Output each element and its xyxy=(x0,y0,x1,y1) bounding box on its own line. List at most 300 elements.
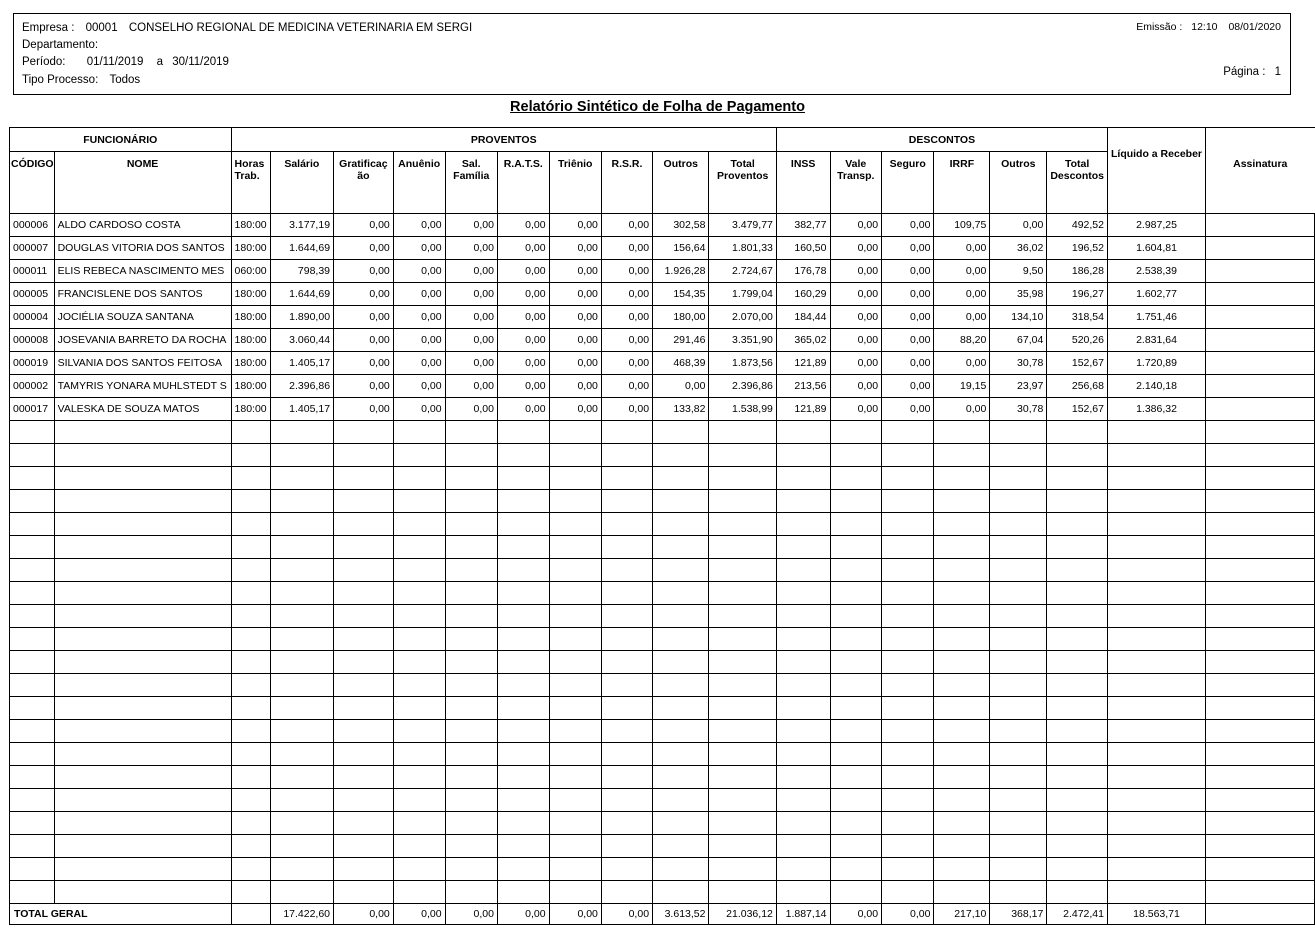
empty-cell xyxy=(549,421,601,444)
table-cell: 0,00 xyxy=(393,398,445,421)
empty-cell xyxy=(830,720,882,743)
empty-cell xyxy=(10,513,55,536)
table-cell: 0,00 xyxy=(334,306,394,329)
signature-cell xyxy=(1206,375,1315,398)
empty-cell xyxy=(1206,628,1315,651)
empty-cell xyxy=(776,835,830,858)
signature-cell xyxy=(1206,283,1315,306)
periodo-label: Período: xyxy=(22,56,66,68)
empty-cell xyxy=(653,697,709,720)
empty-cell xyxy=(709,421,776,444)
empty-cell xyxy=(709,835,776,858)
table-cell: 0,00 xyxy=(497,306,549,329)
empty-cell xyxy=(270,766,333,789)
empty-cell xyxy=(830,582,882,605)
empty-row xyxy=(10,444,1315,467)
table-cell: 2.396,86 xyxy=(709,375,776,398)
table-cell: 1.720,89 xyxy=(1107,352,1205,375)
table-cell: 0,00 xyxy=(601,214,652,237)
empty-cell xyxy=(231,605,270,628)
table-cell: 000005 xyxy=(10,283,55,306)
empty-cell xyxy=(54,674,231,697)
table-cell: 0,00 xyxy=(830,260,882,283)
empty-cell xyxy=(334,881,394,904)
col-total-descontos: Total Descontos xyxy=(1047,152,1108,214)
table-cell: 1.405,17 xyxy=(270,352,333,375)
empty-cell xyxy=(709,812,776,835)
empty-cell xyxy=(54,536,231,559)
table-cell: 0,00 xyxy=(830,214,882,237)
empty-cell xyxy=(497,812,549,835)
empty-cell xyxy=(1047,490,1108,513)
empty-cell xyxy=(709,490,776,513)
empty-cell xyxy=(445,490,497,513)
empty-cell xyxy=(709,628,776,651)
table-cell: JOCIÉLIA SOUZA SANTANA xyxy=(54,306,231,329)
table-cell: 000017 xyxy=(10,398,55,421)
empty-cell xyxy=(882,421,934,444)
empty-cell xyxy=(1107,743,1205,766)
empty-cell xyxy=(1206,421,1315,444)
empty-row xyxy=(10,835,1315,858)
empty-cell xyxy=(393,743,445,766)
table-cell: 0,00 xyxy=(549,329,601,352)
empty-cell xyxy=(709,536,776,559)
empty-cell xyxy=(1107,835,1205,858)
table-cell: 256,68 xyxy=(1047,375,1108,398)
col-sal-familia: Sal. Família xyxy=(445,152,497,214)
empty-cell xyxy=(830,674,882,697)
empty-cell xyxy=(445,743,497,766)
table-cell: 196,27 xyxy=(1047,283,1108,306)
empty-cell xyxy=(1047,444,1108,467)
empty-cell xyxy=(653,881,709,904)
empty-cell xyxy=(1047,766,1108,789)
empty-cell xyxy=(653,835,709,858)
empty-cell xyxy=(445,835,497,858)
report-header xyxy=(13,13,1291,95)
signature-cell xyxy=(1206,260,1315,283)
empty-cell xyxy=(882,743,934,766)
total-cell: 1.887,14 xyxy=(776,904,830,925)
col-rsr: R.S.R. xyxy=(601,152,652,214)
table-cell: 0,00 xyxy=(882,375,934,398)
empty-cell xyxy=(334,444,394,467)
table-cell: 0,00 xyxy=(334,283,394,306)
empty-cell xyxy=(10,421,55,444)
empty-cell xyxy=(549,720,601,743)
table-cell: 0,00 xyxy=(445,260,497,283)
table-cell: VALESKA DE SOUZA MATOS xyxy=(54,398,231,421)
table-cell: 0,00 xyxy=(601,375,652,398)
empty-cell xyxy=(934,674,990,697)
table-cell: 160,29 xyxy=(776,283,830,306)
empty-cell xyxy=(334,536,394,559)
empty-cell xyxy=(934,444,990,467)
table-cell: 0,00 xyxy=(549,306,601,329)
table-cell: 0,00 xyxy=(393,306,445,329)
empty-cell xyxy=(882,559,934,582)
total-cell: 17.422,60 xyxy=(270,904,333,925)
table-cell: 1.538,99 xyxy=(709,398,776,421)
table-cell: 798,39 xyxy=(270,260,333,283)
empty-cell xyxy=(1107,720,1205,743)
empty-cell xyxy=(393,651,445,674)
empty-cell xyxy=(1206,743,1315,766)
empty-cell xyxy=(990,720,1047,743)
empty-cell xyxy=(270,812,333,835)
departamento-line xyxy=(22,39,98,51)
empty-cell xyxy=(334,628,394,651)
group-proventos: PROVENTOS xyxy=(231,128,776,152)
empty-cell xyxy=(445,789,497,812)
empty-cell xyxy=(231,421,270,444)
empty-cell xyxy=(549,490,601,513)
table-cell: 67,04 xyxy=(990,329,1047,352)
empty-cell xyxy=(776,697,830,720)
table-row xyxy=(10,260,1315,283)
empty-cell xyxy=(1206,444,1315,467)
empty-cell xyxy=(334,858,394,881)
empty-cell xyxy=(830,881,882,904)
empty-cell xyxy=(882,628,934,651)
empty-cell xyxy=(270,743,333,766)
empty-cell xyxy=(934,628,990,651)
empty-cell xyxy=(776,582,830,605)
empty-cell xyxy=(830,467,882,490)
empty-cell xyxy=(601,513,652,536)
table-cell: 0,00 xyxy=(601,306,652,329)
empty-cell xyxy=(882,490,934,513)
empty-cell xyxy=(334,743,394,766)
signature-cell xyxy=(1206,352,1315,375)
empty-cell xyxy=(601,835,652,858)
table-cell: 0,00 xyxy=(393,375,445,398)
table-cell: 0,00 xyxy=(497,283,549,306)
empty-cell xyxy=(1206,812,1315,835)
empty-cell xyxy=(549,559,601,582)
table-body xyxy=(10,214,1315,925)
empty-cell xyxy=(1107,582,1205,605)
emissao-date: 08/01/2020 xyxy=(1228,21,1281,33)
table-cell: 0,00 xyxy=(445,237,497,260)
table-cell: 0,00 xyxy=(445,398,497,421)
table-cell: 0,00 xyxy=(393,329,445,352)
empty-cell xyxy=(830,490,882,513)
pagina-value: 1 xyxy=(1274,66,1281,78)
periodo-sep: a xyxy=(156,56,163,68)
table-cell: 154,35 xyxy=(653,283,709,306)
empty-cell xyxy=(1206,559,1315,582)
empty-cell xyxy=(830,858,882,881)
table-cell: 492,52 xyxy=(1047,214,1108,237)
table-cell: 152,67 xyxy=(1047,352,1108,375)
empresa-line xyxy=(22,22,472,34)
empty-cell xyxy=(601,605,652,628)
empty-cell xyxy=(270,582,333,605)
empty-cell xyxy=(1047,812,1108,835)
table-cell: 35,98 xyxy=(990,283,1047,306)
empty-cell xyxy=(882,881,934,904)
empty-cell xyxy=(709,674,776,697)
departamento-label: Departamento: xyxy=(22,39,99,51)
empty-cell xyxy=(1206,605,1315,628)
empty-cell xyxy=(990,766,1047,789)
empty-cell xyxy=(934,582,990,605)
table-cell: FRANCISLENE DOS SANTOS xyxy=(54,283,231,306)
empty-cell xyxy=(10,812,55,835)
empty-cell xyxy=(10,858,55,881)
empty-cell xyxy=(934,559,990,582)
empty-cell xyxy=(549,789,601,812)
empty-cell xyxy=(54,467,231,490)
table-cell: 0,00 xyxy=(830,329,882,352)
empty-cell xyxy=(54,720,231,743)
empty-cell xyxy=(990,651,1047,674)
table-cell: 1.386,32 xyxy=(1107,398,1205,421)
empty-cell xyxy=(54,421,231,444)
total-cell: 21.036,12 xyxy=(709,904,776,925)
table-cell: 0,00 xyxy=(549,260,601,283)
empty-cell xyxy=(653,536,709,559)
empty-cell xyxy=(54,697,231,720)
empty-row xyxy=(10,628,1315,651)
empty-cell xyxy=(990,835,1047,858)
empty-cell xyxy=(10,467,55,490)
empty-cell xyxy=(270,513,333,536)
empty-cell xyxy=(445,628,497,651)
empty-cell xyxy=(1206,582,1315,605)
empty-cell xyxy=(1047,789,1108,812)
empty-cell xyxy=(776,651,830,674)
empty-row xyxy=(10,582,1315,605)
empty-cell xyxy=(270,444,333,467)
empty-cell xyxy=(1047,559,1108,582)
table-cell: 0,00 xyxy=(497,214,549,237)
empty-cell xyxy=(445,812,497,835)
empty-cell xyxy=(601,628,652,651)
empty-cell xyxy=(1047,743,1108,766)
empty-cell xyxy=(830,421,882,444)
table-cell: 520,26 xyxy=(1047,329,1108,352)
empty-cell xyxy=(601,881,652,904)
empty-cell xyxy=(776,766,830,789)
empty-cell xyxy=(393,513,445,536)
empty-cell xyxy=(882,674,934,697)
table-cell: 9,50 xyxy=(990,260,1047,283)
col-seguro: Seguro xyxy=(882,152,934,214)
table-cell: 1.405,17 xyxy=(270,398,333,421)
empty-cell xyxy=(601,582,652,605)
col-outros-proventos: Outros xyxy=(653,152,709,214)
empty-cell xyxy=(934,605,990,628)
empty-row xyxy=(10,536,1315,559)
table-cell: 2.987,25 xyxy=(1107,214,1205,237)
empty-cell xyxy=(549,628,601,651)
empresa-name: CONSELHO REGIONAL DE MEDICINA VETERINARIA EM SERGI xyxy=(128,22,473,34)
empty-cell xyxy=(445,559,497,582)
payroll-table xyxy=(9,127,1315,925)
empty-cell xyxy=(270,628,333,651)
empty-cell xyxy=(445,697,497,720)
empty-cell xyxy=(1047,835,1108,858)
col-assinatura: Assinatura xyxy=(1206,128,1315,214)
empty-cell xyxy=(709,743,776,766)
table-cell: 0,00 xyxy=(934,260,990,283)
periodo-line xyxy=(22,56,229,68)
table-row xyxy=(10,237,1315,260)
table-cell: 2.140,18 xyxy=(1107,375,1205,398)
empty-cell xyxy=(776,490,830,513)
table-cell: 88,20 xyxy=(934,329,990,352)
empty-cell xyxy=(445,513,497,536)
table-row xyxy=(10,306,1315,329)
table-row xyxy=(10,352,1315,375)
table-cell: 0,00 xyxy=(393,352,445,375)
table-cell: 0,00 xyxy=(934,352,990,375)
empty-cell xyxy=(334,490,394,513)
empty-cell xyxy=(393,490,445,513)
empty-cell xyxy=(231,651,270,674)
table-cell: 23,97 xyxy=(990,375,1047,398)
empty-cell xyxy=(990,467,1047,490)
empty-cell xyxy=(1107,858,1205,881)
empty-cell xyxy=(393,674,445,697)
table-cell: 000002 xyxy=(10,375,55,398)
empty-cell xyxy=(497,835,549,858)
empty-cell xyxy=(1107,674,1205,697)
table-cell: 0,00 xyxy=(601,352,652,375)
empty-cell xyxy=(497,628,549,651)
empty-cell xyxy=(549,582,601,605)
empty-cell xyxy=(1206,513,1315,536)
empty-cell xyxy=(776,559,830,582)
empty-cell xyxy=(882,582,934,605)
empty-cell xyxy=(231,582,270,605)
empty-cell xyxy=(270,674,333,697)
empty-cell xyxy=(10,605,55,628)
empty-cell xyxy=(776,421,830,444)
table-cell: 1.602,77 xyxy=(1107,283,1205,306)
empty-cell xyxy=(497,697,549,720)
empty-cell xyxy=(990,812,1047,835)
empty-cell xyxy=(830,812,882,835)
empty-cell xyxy=(653,559,709,582)
empty-cell xyxy=(54,490,231,513)
empty-cell xyxy=(882,651,934,674)
empty-cell xyxy=(445,881,497,904)
table-cell: 0,00 xyxy=(334,398,394,421)
pagina-label: Página : xyxy=(1223,66,1266,78)
total-cell: 2.472,41 xyxy=(1047,904,1108,925)
empty-cell xyxy=(393,444,445,467)
table-cell: 0,00 xyxy=(830,306,882,329)
empty-cell xyxy=(882,766,934,789)
empty-cell xyxy=(709,720,776,743)
empty-cell xyxy=(1107,789,1205,812)
empty-cell xyxy=(601,490,652,513)
total-cell: 368,17 xyxy=(990,904,1047,925)
table-cell: 302,58 xyxy=(653,214,709,237)
table-cell: 3.060,44 xyxy=(270,329,333,352)
empty-cell xyxy=(1047,628,1108,651)
col-trienio: Triênio xyxy=(549,152,601,214)
table-row xyxy=(10,283,1315,306)
table-cell: SILVANIA DOS SANTOS FEITOSA xyxy=(54,352,231,375)
table-cell: 2.538,39 xyxy=(1107,260,1205,283)
empty-cell xyxy=(709,789,776,812)
tipo-label: Tipo Processo: xyxy=(22,74,99,86)
table-cell: 0,00 xyxy=(549,283,601,306)
empty-cell xyxy=(393,858,445,881)
signature-cell xyxy=(1206,237,1315,260)
empty-cell xyxy=(497,421,549,444)
empty-cell xyxy=(54,444,231,467)
table-cell: 0,00 xyxy=(830,375,882,398)
empty-cell xyxy=(1107,697,1205,720)
table-row xyxy=(10,375,1315,398)
emissao-time: 12:10 xyxy=(1191,21,1218,33)
empty-cell xyxy=(334,513,394,536)
empty-cell xyxy=(990,605,1047,628)
table-cell: 382,77 xyxy=(776,214,830,237)
empty-cell xyxy=(1047,858,1108,881)
empty-cell xyxy=(1047,720,1108,743)
empty-cell xyxy=(990,444,1047,467)
empty-cell xyxy=(231,858,270,881)
periodo-end: 30/11/2019 xyxy=(172,56,229,68)
empty-cell xyxy=(990,559,1047,582)
empty-cell xyxy=(270,536,333,559)
empty-cell xyxy=(10,444,55,467)
table-cell: 180:00 xyxy=(231,237,270,260)
table-cell: 186,28 xyxy=(1047,260,1108,283)
empty-cell xyxy=(54,628,231,651)
empty-cell xyxy=(601,697,652,720)
empty-cell xyxy=(934,812,990,835)
empty-cell xyxy=(1047,697,1108,720)
signature-cell xyxy=(1206,214,1315,237)
empty-row xyxy=(10,513,1315,536)
total-row xyxy=(10,904,1315,925)
report-title: Relatório Sintético de Folha de Pagamento xyxy=(510,99,805,115)
empty-cell xyxy=(830,697,882,720)
empty-cell xyxy=(601,559,652,582)
empty-cell xyxy=(497,582,549,605)
empty-cell xyxy=(393,789,445,812)
empty-cell xyxy=(1206,789,1315,812)
empty-cell xyxy=(653,582,709,605)
empty-cell xyxy=(231,444,270,467)
empty-cell xyxy=(601,789,652,812)
empty-cell xyxy=(270,697,333,720)
empty-cell xyxy=(393,605,445,628)
empty-cell xyxy=(1047,536,1108,559)
empty-row xyxy=(10,674,1315,697)
empty-cell xyxy=(497,789,549,812)
empty-cell xyxy=(270,421,333,444)
empty-cell xyxy=(1107,490,1205,513)
empty-cell xyxy=(445,605,497,628)
empty-cell xyxy=(934,421,990,444)
empty-cell xyxy=(10,766,55,789)
empty-cell xyxy=(393,559,445,582)
group-descontos: DESCONTOS xyxy=(776,128,1107,152)
empty-cell xyxy=(54,881,231,904)
empty-cell xyxy=(1206,697,1315,720)
empty-cell xyxy=(549,513,601,536)
empty-cell xyxy=(1206,835,1315,858)
